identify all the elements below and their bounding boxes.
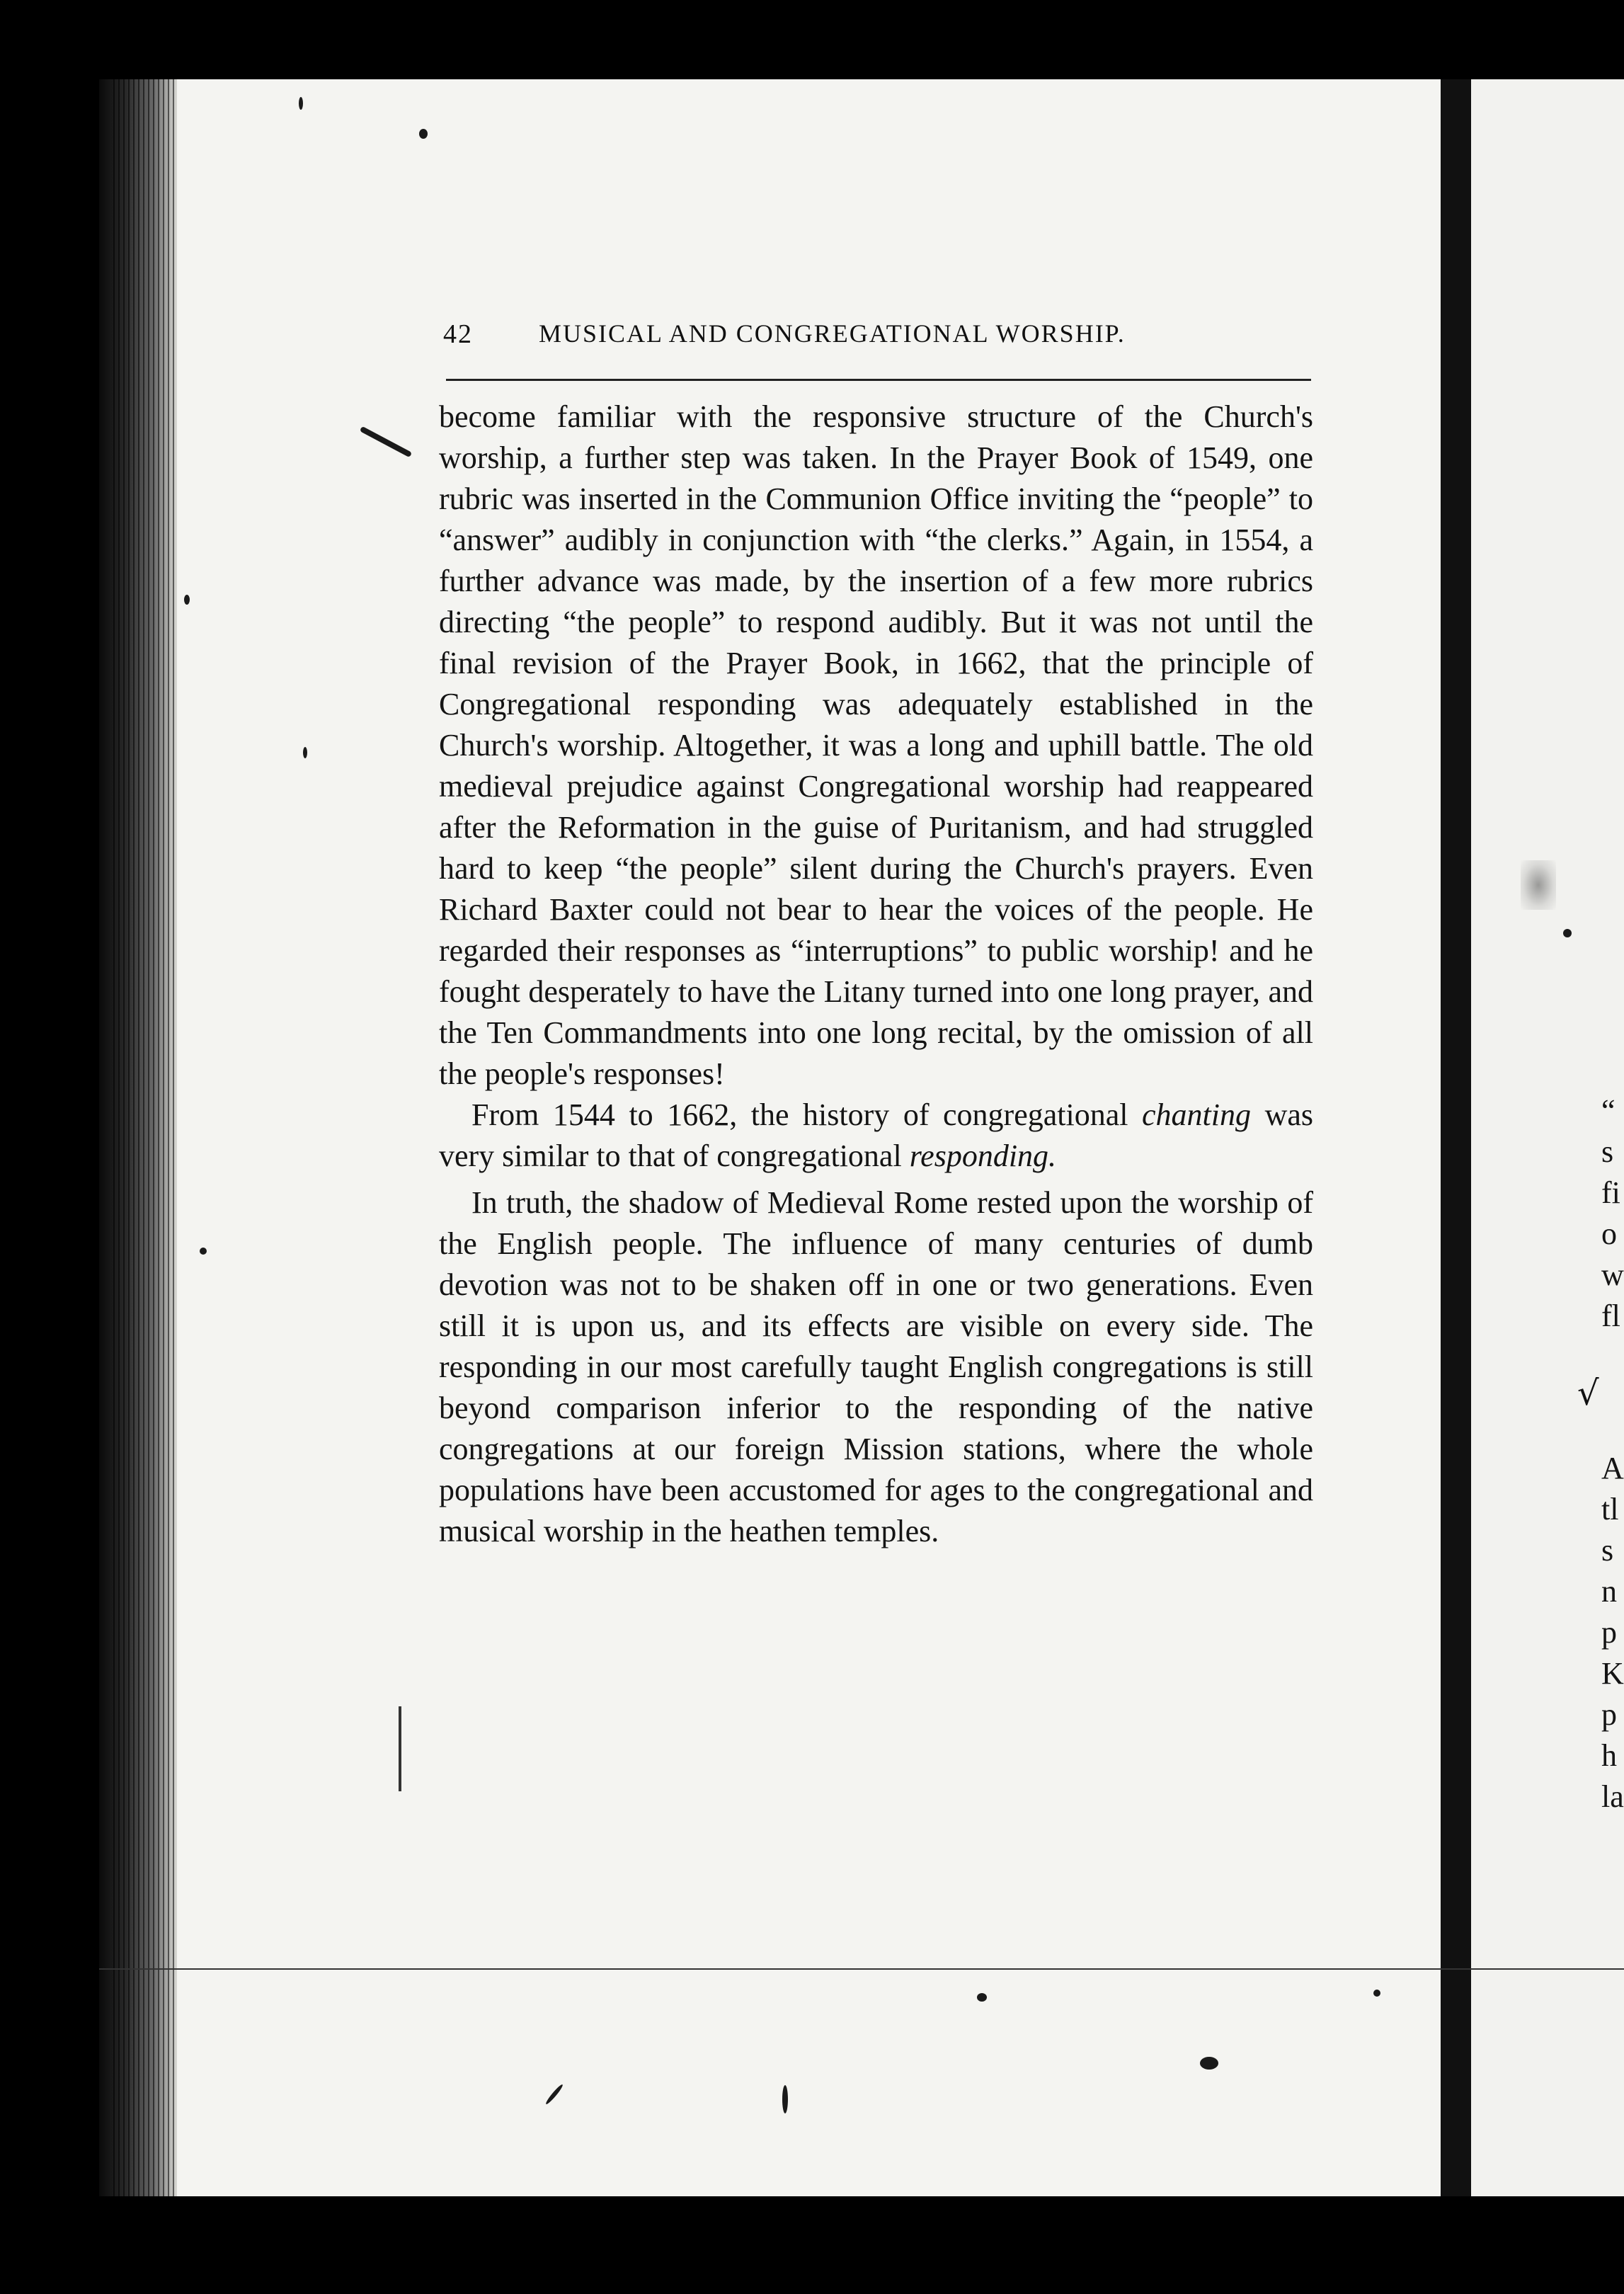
facing-page-text-top [1601,1090,1624,1337]
paragraph-2-emphasis-chanting: chanting [1142,1097,1252,1132]
scan-speck [782,2085,788,2113]
check-mark-icon: √ [1577,1374,1599,1413]
running-head: MUSICAL AND CONGREGATIONAL WORSHIP. [539,319,1126,348]
scan-speck [303,747,307,758]
facing-fragment: h [1601,1738,1617,1773]
scan-speck [1563,929,1572,937]
margin-line-mark [399,1706,401,1791]
page-number: 42 [443,319,473,349]
facing-fragment: w [1601,1257,1624,1292]
scan-speck [299,97,303,110]
header-rule [446,379,1311,381]
facing-fragment: fl [1601,1299,1620,1333]
scan-speck [977,1993,987,2002]
scan-speck [184,595,190,605]
scan-speck [1373,1990,1380,1997]
facing-page-text-bottom [1601,1448,1624,1817]
facing-fragment: s [1601,1533,1614,1568]
paragraph-3: In truth, the shadow of Medieval Rome rested upon the worship of the English people. The influence of many centuries of dumb devotion was not to be shaken off in one or two generations. Even still it is upon us, and its effects are visible on every side. The responding in our most carefully taught English congregations is still beyond comparison inferior to the responding of the native congregations at our foreign Mission stations, where the whole populations have been accustomed for ages to the congregational and musical worship in the heathen temples. [439,1185,1313,1548]
facing-fragment: n [1601,1574,1617,1609]
facing-fragment: s [1601,1134,1614,1169]
facing-fragment: “ [1601,1093,1616,1128]
scan-speck [419,129,428,139]
bottom-scan-line [99,1968,1624,1970]
ink-blot [1521,860,1556,910]
page-body [439,396,1313,1552]
paragraph-2-middle: was very similar to that of congregational [439,1097,1313,1173]
page-header [443,312,1314,354]
paragraph-2 [439,1095,1313,1177]
facing-fragment: A [1601,1451,1624,1485]
facing-fragment: K [1601,1656,1624,1691]
scan-speck [200,1248,207,1255]
page-edge-stack [113,79,177,2196]
paragraph-1: become familiar with the responsive structure of the Church's worship, a further step was taken. In the Prayer Book of 1549, one rubric was inserted in the Communion Office inviting the “people” to “answer” audibly in conjunction with “the clerks.” Again, in 1554, a further advance was made, by the insertion of a few more rubrics directing “the people” to respond audibly. But it was not until the final revision of the Prayer Book, in 1662, that the principle of Congregational responding was adequately established in the Church's worship. Altogether, it was a long and uphill battle. The old medieval prejudice against Congregational worship had reappeared after the Reformation in the guise of Puritanism, and had struggled hard to keep “the people” silent during the Church's prayers. Even Richard Baxter could not bear to hear the voices of the people. He regarded their responses as “interruptions” to public worship! and he fought desperately to have the Litany turned into one long prayer, and the Ten Commandments into one long recital, by the omission of all the people's responses! [439,399,1313,1091]
facing-fragment: p [1601,1615,1617,1650]
facing-fragment: tl [1601,1492,1619,1527]
paragraph-2-emphasis-responding: responding. [909,1139,1057,1173]
book-gutter [1441,79,1471,2196]
scan-speck [1200,2057,1218,2070]
facing-fragment: fi [1601,1175,1620,1210]
facing-fragment: p [1601,1697,1617,1732]
facing-fragment: o [1601,1216,1617,1251]
paragraph-2-start: From 1544 to 1662, the history of congregational [471,1097,1143,1132]
facing-fragment: la [1601,1779,1624,1814]
